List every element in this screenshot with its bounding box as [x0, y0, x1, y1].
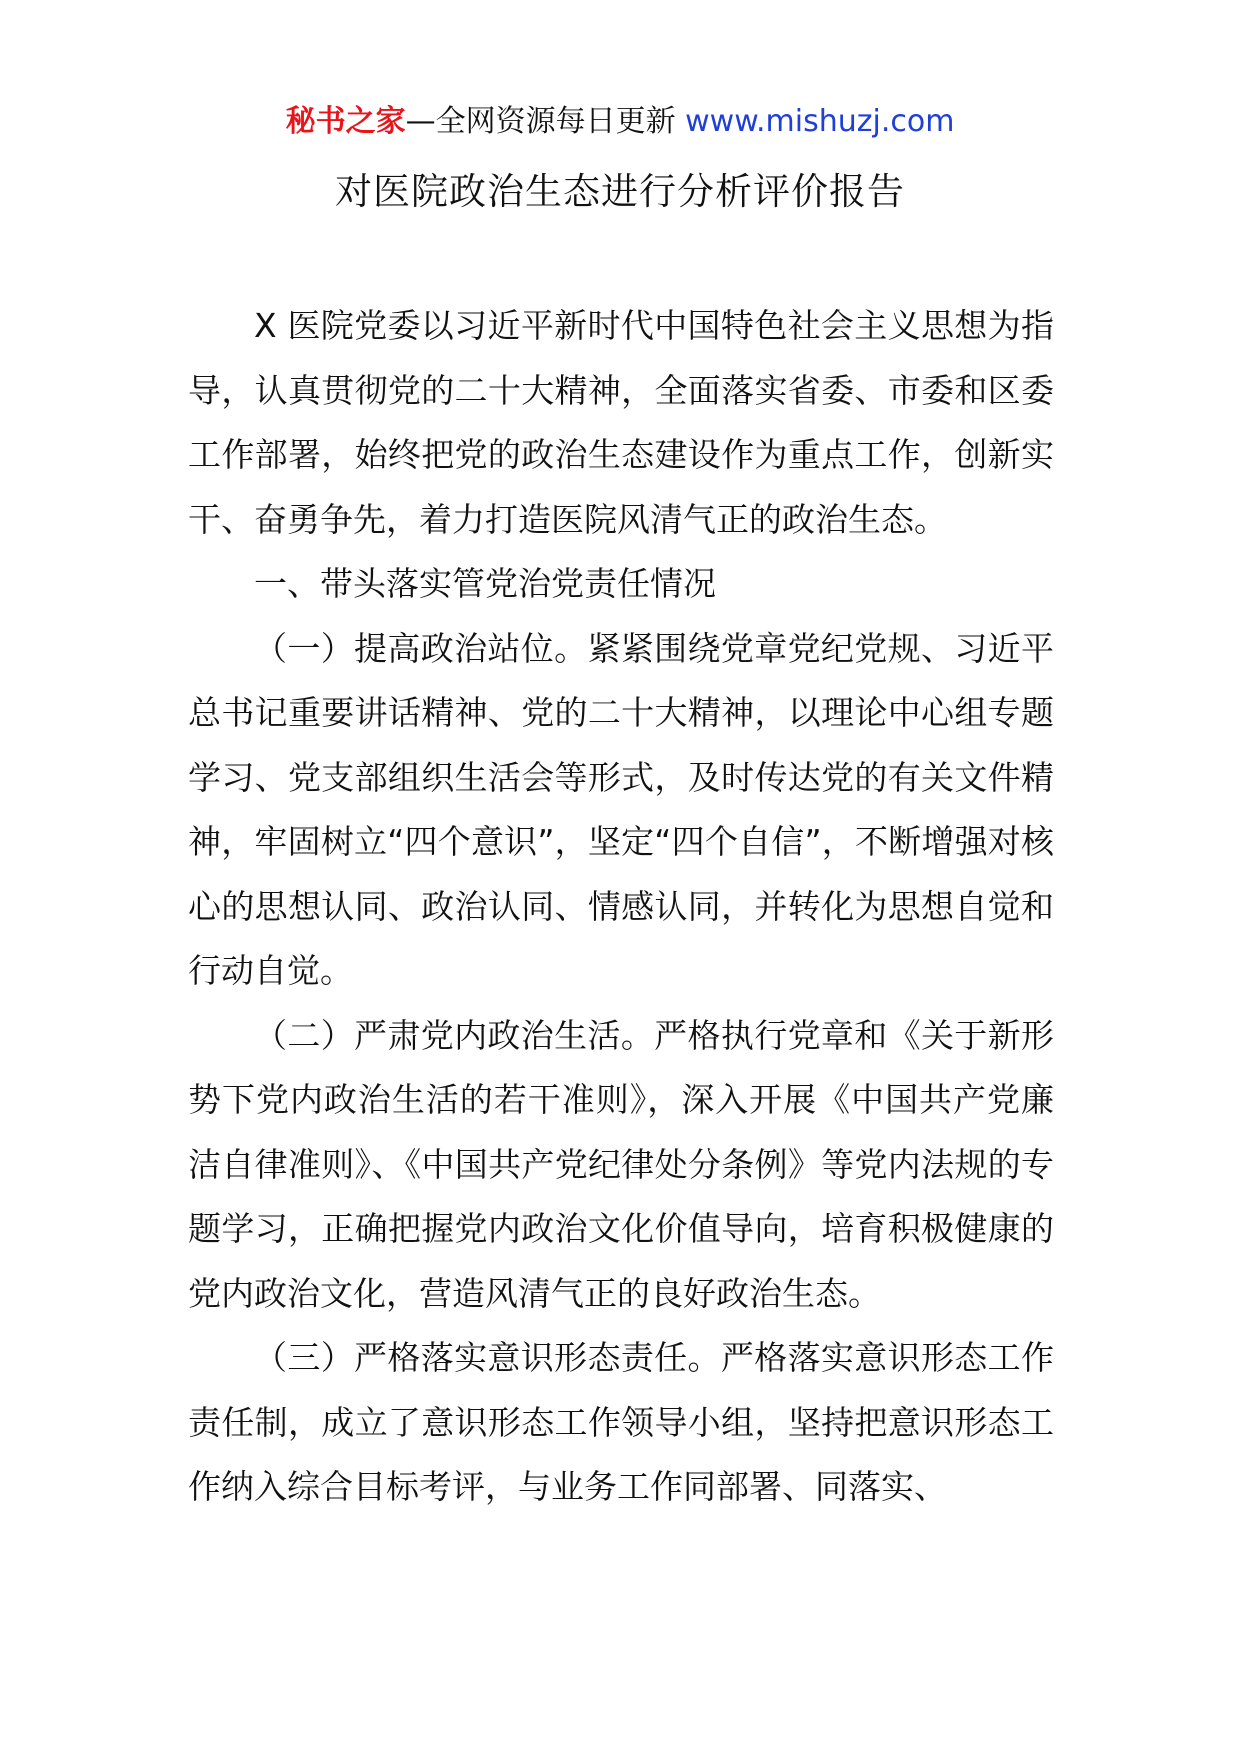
site-url-link[interactable]: www.mishuzj.com — [685, 104, 955, 139]
banner-tagline: —全网资源每日更新 — [405, 104, 686, 139]
paragraph-subsection-3: （三）严格落实意识形态责任。严格落实意识形态工作责任制，成立了意识形态工作领导小组，坚持把意识形态工作纳入综合目标考评，与业务工作同部署、同落实、 — [188, 1338, 1054, 1506]
paragraph-subsection-2: （二）严肃党内政治生活。严格执行党章和《关于新形势下党内政治生活的若干准则》，深入开展《中国共产党廉洁自律准则》、《中国共产党纪律处分条例》等党内法规的专题学习，正确把握党内政治文化价值导向，培育积极健康的党内政治文化，营造风清气正的良好政治生态。 — [188, 1015, 1054, 1313]
document-body — [188, 294, 1054, 1520]
brand-name: 秘书之家 — [285, 104, 406, 139]
site-banner — [0, 100, 1240, 144]
section-heading: 一、带头落实管党治党责任情况 — [254, 564, 716, 603]
paragraph-subsection-1: （一）提高政治站位。紧紧围绕党章党纪党规、习近平总书记重要讲话精神、党的二十大精神，以理论中心组专题学习、党支部组织生活会等形式，及时传达党的有关文件精神，牢固树立“四个意识”，坚定“四个自信”，不断增强对核心的思想认同、政治认同、情感认同，并转化为思想自觉和行动自觉。 — [188, 628, 1054, 990]
intro-paragraph: X 医院党委以习近平新时代中国特色社会主义思想为指导，认真贯彻党的二十大精神，全面落实省委、市委和区委工作部署，始终把党的政治生态建设作为重点工作，创新实干、奋勇争先，着力打造医院风清气正的政治生态。 — [188, 306, 1054, 539]
document-title: 对医院政治生态进行分析评价报告 — [335, 170, 905, 213]
